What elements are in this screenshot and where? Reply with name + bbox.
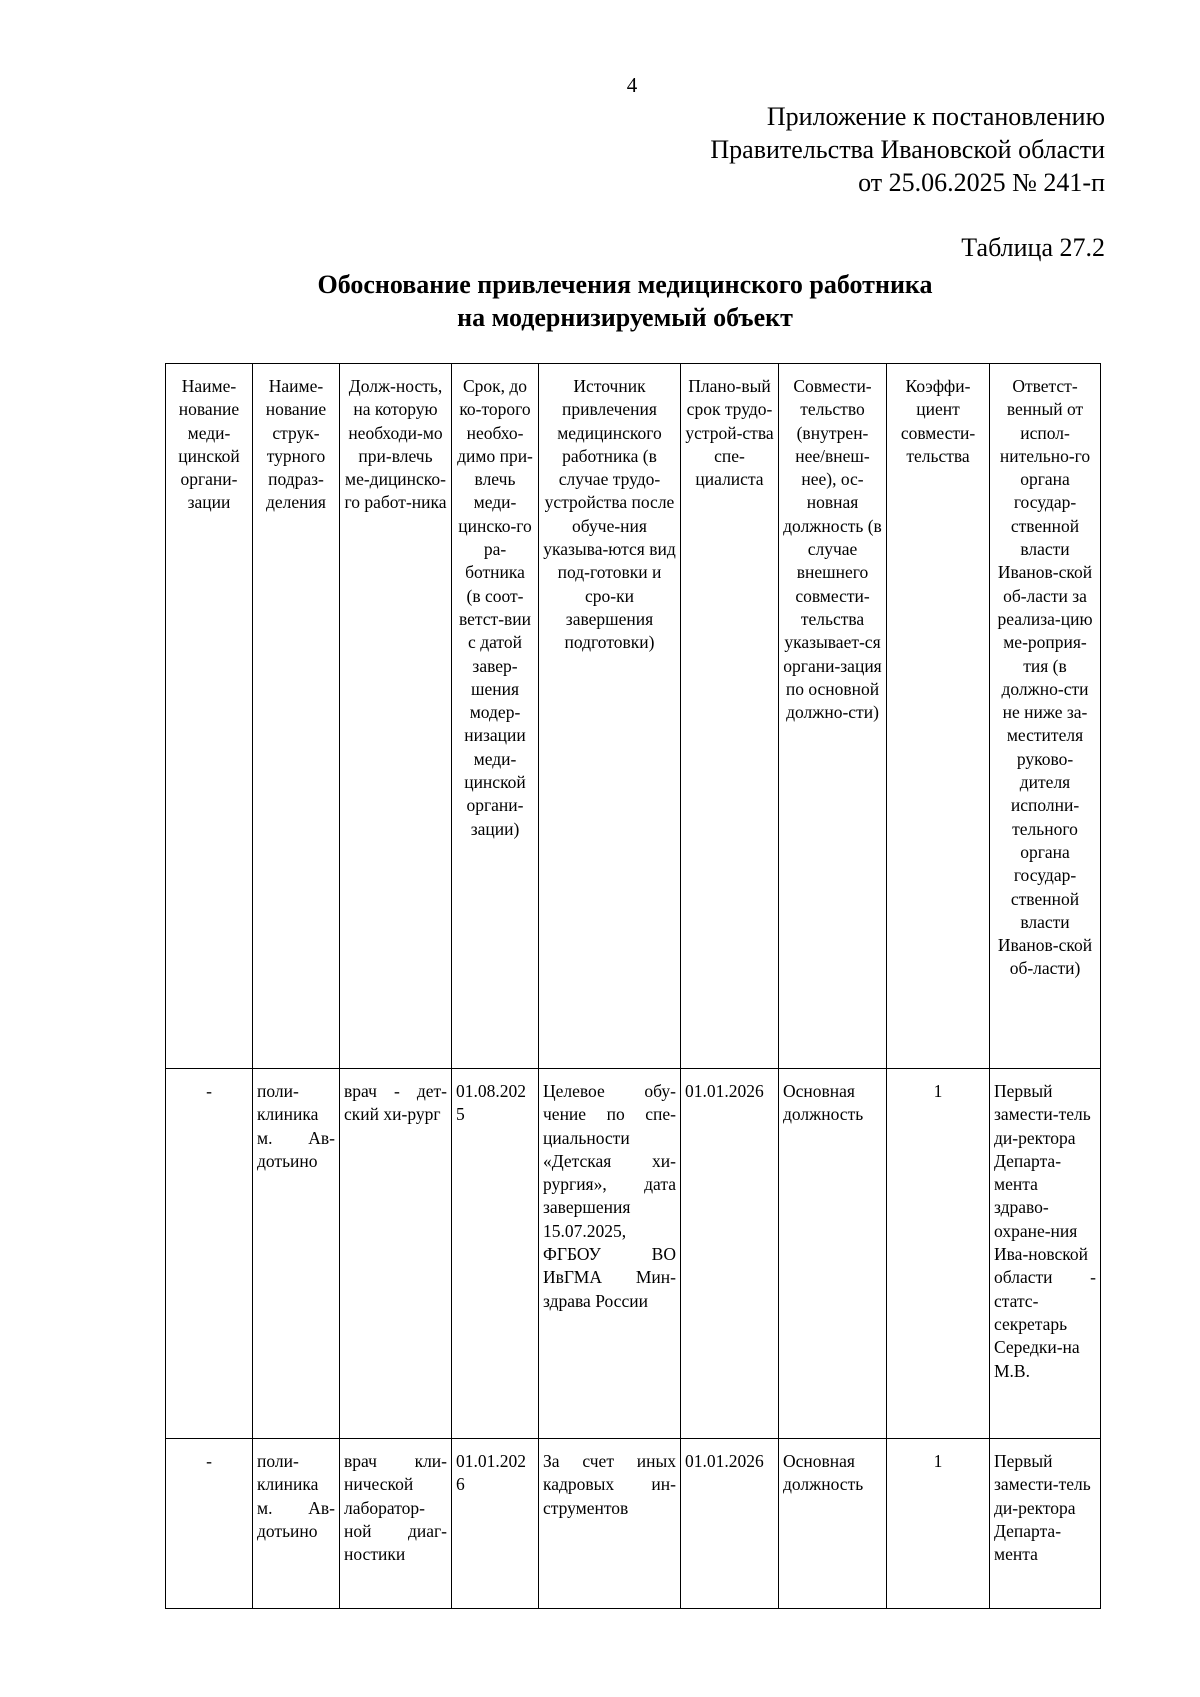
cell-organization: - <box>166 1439 253 1609</box>
appendix-reference <box>710 100 1105 199</box>
cell-source: Целевое обу-чение по спе-циальности «Детская хи-рургия», дата завершения 15.07.2025, ФГБОУ ВО ИвГМА Мин-здрава России <box>539 1069 681 1439</box>
cell-coefficient: 1 <box>887 1069 990 1439</box>
cell-deadline: 01.08.2025 <box>452 1069 539 1439</box>
cell-organization: - <box>166 1069 253 1439</box>
table-label: Таблица 27.2 <box>961 233 1105 262</box>
header-source: Источник привлечения медицинского работника (в случае трудо-устройства после обуче-ния указыва-ются вид под-готовки и сро-ки завершения подготовки) <box>539 364 681 1069</box>
header-combination: Совмести-тельство (внутрен-нее/внеш-нее), ос-новная должность (в случае внешнего совмести-тельства указывает-ся органи-зация по основной должно-сти) <box>779 364 887 1069</box>
title-line-2: на модернизируемый объект <box>457 303 793 332</box>
appendix-line-2: Правительства Ивановской области <box>710 135 1105 164</box>
header-deadline: Срок, до ко-торого необхо-димо при-влечь меди-цинско-го ра-ботника (в соот-ветст-вии с датой завер-шения модер-низации меди-цинской органи-зации) <box>452 364 539 1069</box>
cell-deadline: 01.01.2026 <box>452 1439 539 1609</box>
appendix-line-1: Приложение к постановлению <box>766 102 1105 131</box>
header-organization: Наиме-нование меди-цинской органи-зации <box>166 364 253 1069</box>
header-coefficient: Коэффи-циент совмести-тельства <box>887 364 990 1069</box>
cell-combination: Основная должность <box>779 1069 887 1439</box>
cell-division: поли-клиника м. Ав-дотьино <box>253 1069 340 1439</box>
table-row <box>166 1069 1101 1439</box>
cell-source: За счет иных кадровых ин-струментов <box>539 1439 681 1609</box>
cell-coefficient: 1 <box>887 1439 990 1609</box>
page-number: 4 <box>626 73 638 97</box>
cell-division: поли-клиника м. Ав-дотьино <box>253 1439 340 1609</box>
cell-planned-date: 01.01.2026 <box>681 1439 779 1609</box>
header-position: Долж-ность, на которую необходи-мо при-влечь ме-дицинско-го работ-ника <box>340 364 452 1069</box>
cell-planned-date: 01.01.2026 <box>681 1069 779 1439</box>
table-header-row <box>166 364 1101 1069</box>
cell-responsible: Первый замести-тель ди-ректора Департа-мента <box>990 1439 1101 1609</box>
staffing-table <box>165 363 1101 1609</box>
title-line-1: Обоснование привлечения медицинского работника <box>317 270 933 299</box>
header-responsible: Ответст-венный от испол-нительно-го органа государ-ственной власти Иванов-ской об-ласти за реализа-цию ме-роприя-тия (в должно-сти не ниже за-местителя руково-дителя исполни-тельного органа государ-ственной власти Иванов-ской об-ласти) <box>990 364 1101 1069</box>
header-planned-date: Плано-вый срок трудо-устрой-ства спе-циалиста <box>681 364 779 1069</box>
cell-responsible: Первый замести-тель ди-ректора Департа-мента здраво-охране-ния Ива-новской области - статс-секретарь Середки-на М.В. <box>990 1069 1101 1439</box>
cell-combination: Основная должность <box>779 1439 887 1609</box>
appendix-line-3: от 25.06.2025 № 241-п <box>858 168 1105 197</box>
cell-position: врач - дет-ский хи-рург <box>340 1069 452 1439</box>
cell-position: врач кли-нической лаборатор-ной диаг-ностики <box>340 1439 452 1609</box>
header-division: Наиме-нование струк-турного подраз-деления <box>253 364 340 1069</box>
table-row <box>166 1439 1101 1609</box>
document-title <box>160 268 1090 334</box>
